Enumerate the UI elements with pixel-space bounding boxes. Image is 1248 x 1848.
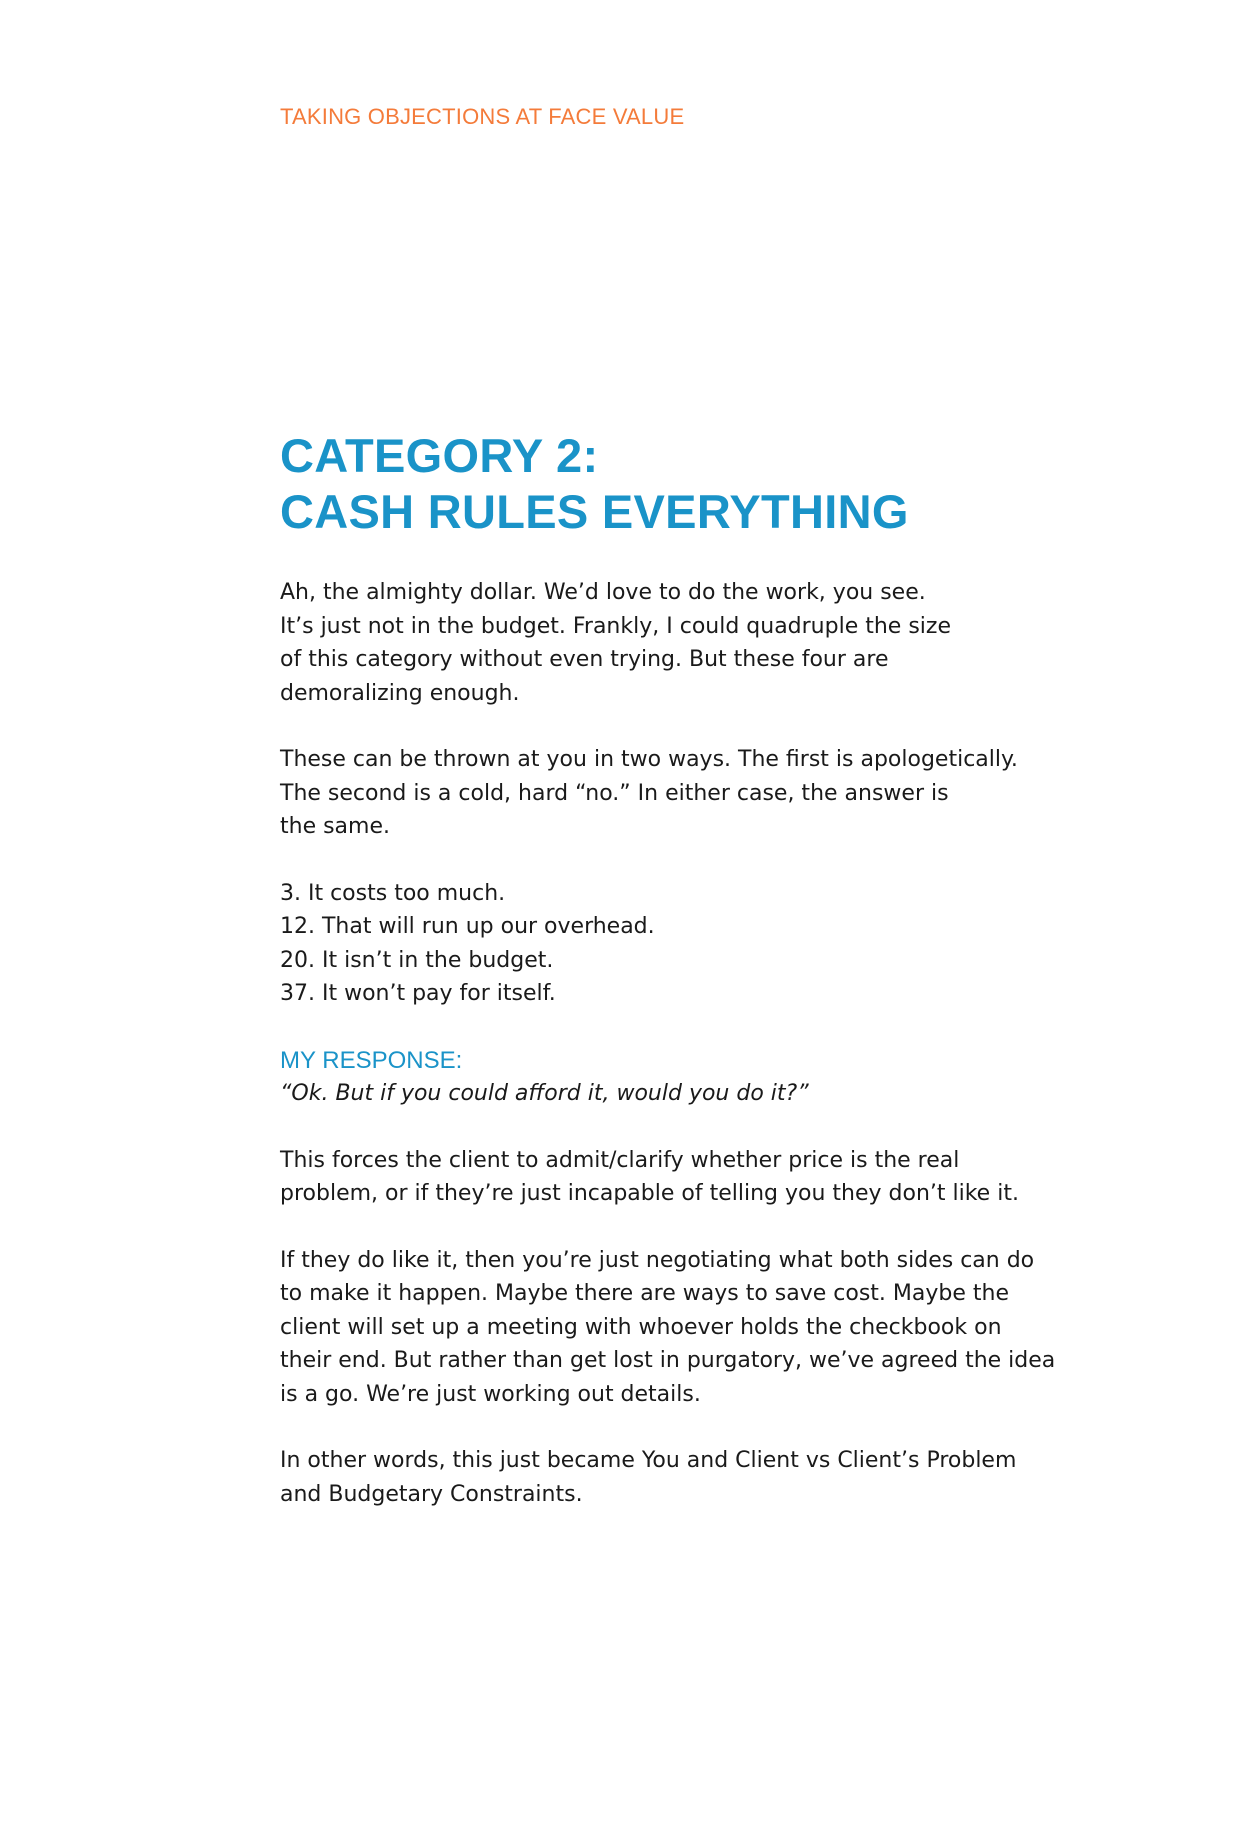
paragraph-line: problem, or if they’re just incapable of telling you they don’t like it. [280, 1181, 1019, 1206]
objection-item: 3. It costs too much. [280, 880, 506, 906]
section-heading-line-1: CATEGORY 2: [280, 429, 599, 482]
objection-list [280, 877, 1160, 1011]
paragraph-line: is a go. We’re just working out details. [280, 1381, 701, 1407]
objection-item: 37. It won’t pay for itself. [280, 981, 556, 1006]
paragraph-line: to make it happen. Maybe there are ways to save cost. Maybe the [280, 1281, 1009, 1306]
paragraph-line: their end. But rather than get lost in purgatory, we’ve agreed the idea [280, 1348, 1056, 1373]
intro-paragraph [280, 576, 1160, 710]
paragraph-line: This forces the client to admit/clarify whether price is the real [280, 1147, 960, 1173]
paragraph-line: the same. [280, 814, 390, 839]
running-head: TAKING OBJECTIONS AT FACE VALUE [280, 104, 685, 129]
paragraph-line: If they do like it, then you’re just negotiating what both sides can do [280, 1247, 1035, 1273]
paragraph-line: of this category without even trying. But these four are [280, 647, 889, 672]
conclusion-paragraph [280, 1444, 1160, 1511]
section-heading-line-2: CASH RULES EVERYTHING [280, 485, 909, 538]
objection-item: 20. It isn’t in the budget. [280, 947, 554, 973]
paragraph-line: and Budgetary Constraints. [280, 1481, 583, 1507]
ways-paragraph [280, 743, 1160, 844]
paragraph-line: Ah, the almighty dollar. We’d love to do the work, you see. [280, 580, 926, 605]
section-heading [280, 428, 1160, 540]
paragraph-line: demoralizing enough. [280, 680, 520, 706]
paragraph-line: client will set up a meeting with whoever holds the checkbook on [280, 1314, 1002, 1340]
paragraph-line: The second is a cold, hard “no.” In either case, the answer is [280, 780, 949, 806]
response-label: MY RESPONSE: [280, 1046, 463, 1074]
paragraph-line: These can be thrown at you in two ways. The first is apologetically. [280, 747, 1018, 772]
negotiating-paragraph [280, 1244, 1160, 1412]
objection-item: 12. That will run up our overhead. [280, 914, 655, 939]
paragraph-line: It’s just not in the budget. Frankly, I could quadruple the size [280, 613, 951, 639]
forces-paragraph [280, 1144, 1160, 1211]
paragraph-line: In other words, this just became You and Client vs Client’s Problem [280, 1448, 1017, 1473]
page-content [280, 428, 1160, 1544]
response-quote: “Ok. But if you could afford it, would you do it?” [280, 1081, 809, 1106]
